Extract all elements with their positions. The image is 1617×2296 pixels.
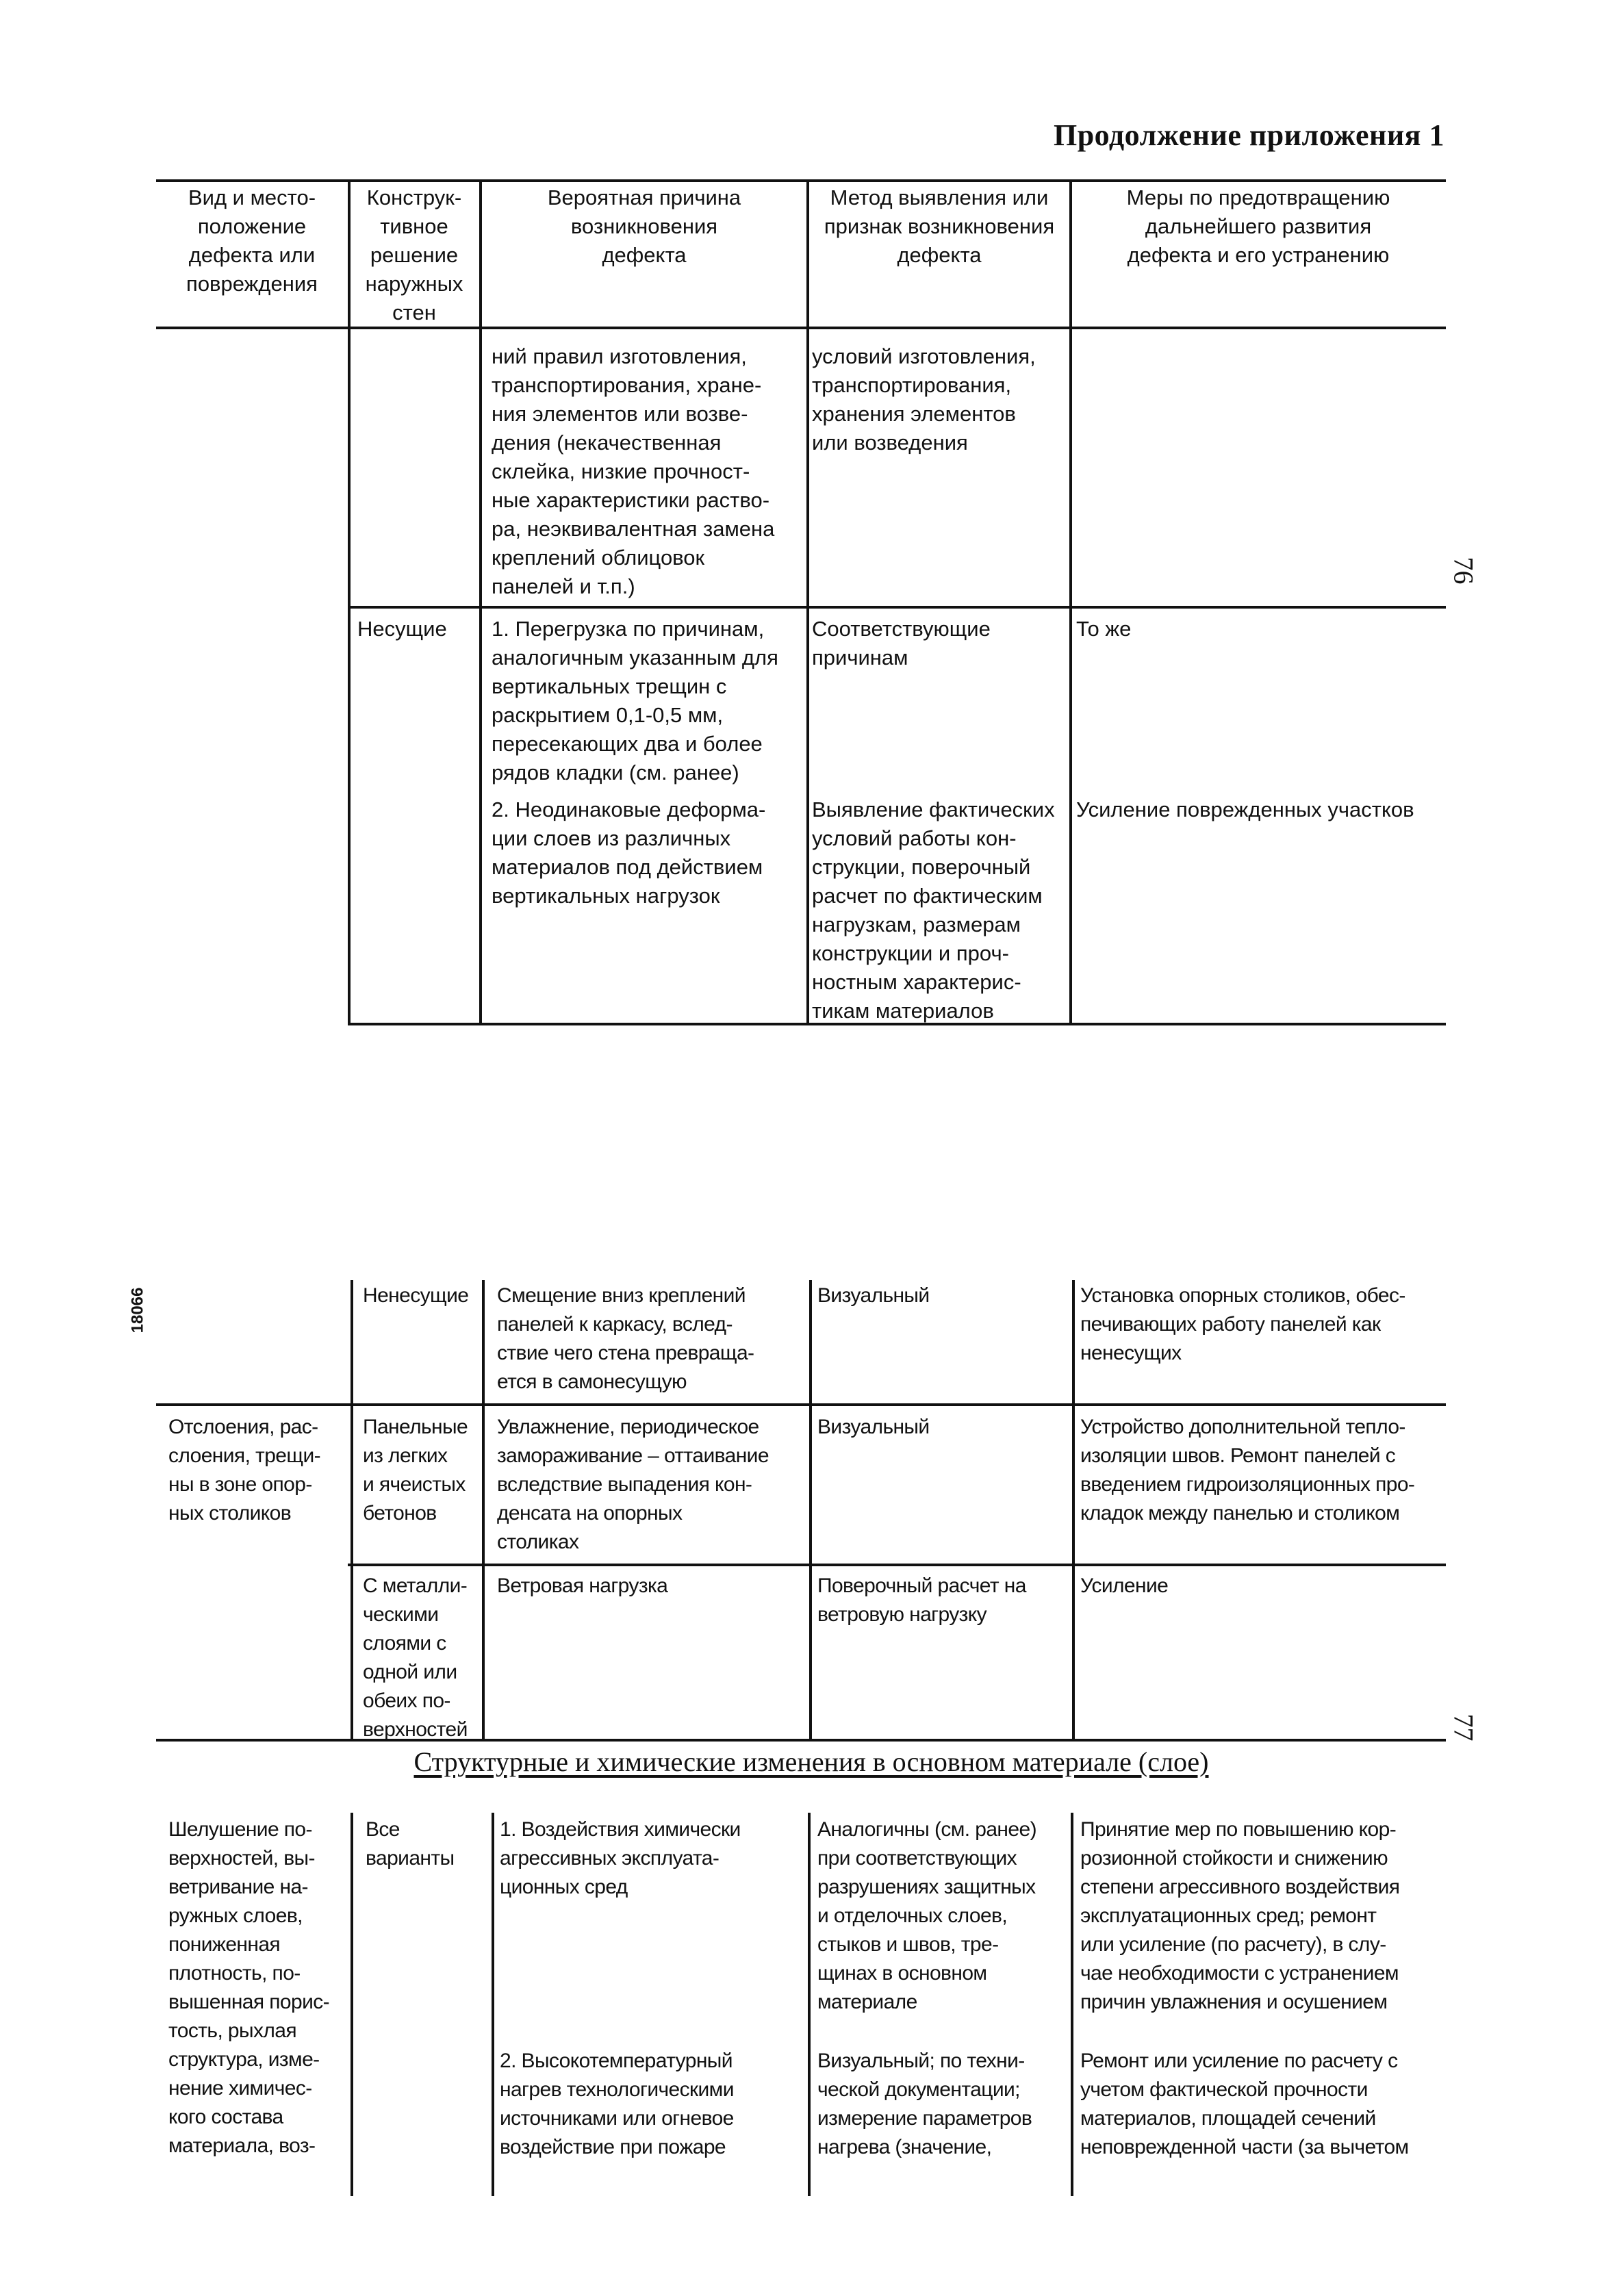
- cell-construction: Ненесущие: [363, 1284, 469, 1307]
- col-divider-1: [351, 1813, 353, 2196]
- cell-cause: 1. Воздействия химически агрессивных эксплуата- ционных сред: [500, 1818, 741, 1898]
- cell-cause: Смещение вниз креплений панелей к каркасу, вслед- ствие чего стена превраща- ется в самонесущую: [497, 1284, 754, 1393]
- cell-method: Поверочный расчет на ветровую нагрузку: [817, 1574, 1026, 1626]
- cell-method: условий изготовления, транспортирования, хранения элементов или возведения: [812, 344, 1036, 455]
- cell-method: Визуальный; по техни- ческой документации; измерение параметров нагрева (значение,: [817, 2050, 1032, 2158]
- row-divider-rule: [156, 1403, 1446, 1406]
- col-divider-3: [806, 181, 809, 1024]
- cell-cause: 1. Перегрузка по причинам, аналогичным указанным для вертикальных трещин с раскрытием 0,1-0,5 мм, пересекающих два и более рядов кладки (см. ранее): [492, 617, 778, 785]
- cell-cause: Увлажнение, периодическое замораживание – оттаивание вследствие выпадения кон- денсата на опорных столиках: [497, 1416, 769, 1553]
- col-divider-2: [492, 1813, 494, 2196]
- section-title: Структурные и химические изменения в основном материале (слое): [413, 1746, 1209, 1777]
- cell-construction: С металли- ческими слоями с одной или обеих по- верхностей: [363, 1574, 468, 1741]
- cell-method: Соответствующие причинам: [812, 617, 991, 669]
- header-probable-cause: Вероятная причина возникновения дефекта: [547, 186, 741, 267]
- header-detection-method: Метод выявления или признак возникновения дефекта: [824, 186, 1055, 267]
- header-wall-construction: Конструк- тивное решение наружных стен: [365, 186, 463, 324]
- col-divider-2: [482, 1280, 485, 1739]
- cell-construction: Несущие: [357, 617, 447, 641]
- cell-cause: 2. Высокотемпературный нагрев технологическими источниками или огневое воздействие при пожаре: [500, 2050, 734, 2158]
- cell-defect-type: Отслоения, рас- слоения, трещи- ны в зоне опор- ных столиков: [168, 1416, 320, 1525]
- cell-remedy: То же: [1076, 617, 1132, 641]
- cell-method: Визуальный: [817, 1284, 930, 1307]
- cell-cause: Ветровая нагрузка: [497, 1574, 668, 1597]
- col-divider-1: [351, 1280, 353, 1739]
- cell-defect-type: Шелушение по- верхностей, вы- ветривание на- ружных слоев, пониженная плотность, по- вышенная порис- тость, рыхлая структура, изме- нение химичес- кого состава материала, воз-: [168, 1818, 330, 2157]
- cell-method: Аналогичны (см. ранее) при соответствующих разрушениях защитных и отделочных слоев, стыков и швов, тре- щинах в основном материале: [817, 1818, 1036, 2013]
- continuation-title: Продолжение приложения 1: [1053, 118, 1444, 152]
- table-bottom-rule: [156, 1739, 1446, 1742]
- cell-remedy: Усиление поврежденных участков: [1076, 798, 1414, 821]
- header-remedy-measures: Меры по предотвращению дальнейшего развития дефекта и его устранению: [1126, 186, 1390, 267]
- cell-remedy: Ремонт или усиление по расчету с учетом фактической прочности материалов, площадей сечений неповрежденной части (за вычетом: [1080, 2050, 1409, 2158]
- cell-remedy: Принятие мер по повышению кор- розионной стойкости и снижению степени агрессивного воздействия эксплуатационных сред; ремонт или усиление (по расчету), в слу- чае необходимости с устранением причин увлажнения и осушением: [1080, 1818, 1400, 2013]
- row-divider-rule: [348, 606, 1446, 609]
- cell-method: Выявление фактических условий работы кон- струкции, поверочный расчет по фактическим нагрузкам, размерам конструкции и проч- ностным характерис- тикам материалов: [812, 798, 1055, 1023]
- page-number-76: 76: [1448, 557, 1479, 585]
- col-divider-3: [809, 1280, 812, 1739]
- header-defect-type: Вид и место- положение дефекта или повреждения: [186, 186, 318, 296]
- cell-cause: ний правил изготовления, транспортирования, хране- ния элементов или возве- дения (некачественная склейка, низкие прочност- ные характеристики раство- ра, неэквивалентная замена креплений облицовок панелей и т.п.): [492, 344, 775, 598]
- cell-construction: Все варианты: [366, 1818, 455, 1870]
- col-divider-4: [1072, 1280, 1075, 1739]
- col-divider-2: [479, 181, 482, 1024]
- cell-remedy: Усиление: [1080, 1574, 1169, 1597]
- col-divider-4: [1069, 181, 1072, 1024]
- cell-remedy: Устройство дополнительной тепло- изоляции швов. Ремонт панелей с введением гидроизоляционных про- кладок между панелью и столиком: [1080, 1416, 1415, 1525]
- cell-cause: 2. Неодинаковые деформа- ции слоев из различных материалов под действием вертикальных нагрузок: [492, 798, 766, 908]
- cell-construction: Панельные из легких и ячеистых бетонов: [363, 1416, 468, 1525]
- page-number-77: 77: [1448, 1713, 1479, 1742]
- cell-method: Визуальный: [817, 1416, 930, 1438]
- col-divider-3: [808, 1813, 811, 2196]
- col-divider-4: [1071, 1813, 1073, 2196]
- document-code: 18066: [128, 1287, 147, 1334]
- row-divider-rule: [348, 1564, 1446, 1566]
- cell-remedy: Установка опорных столиков, обес- печивающих работу панелей как ненесущих: [1080, 1284, 1405, 1364]
